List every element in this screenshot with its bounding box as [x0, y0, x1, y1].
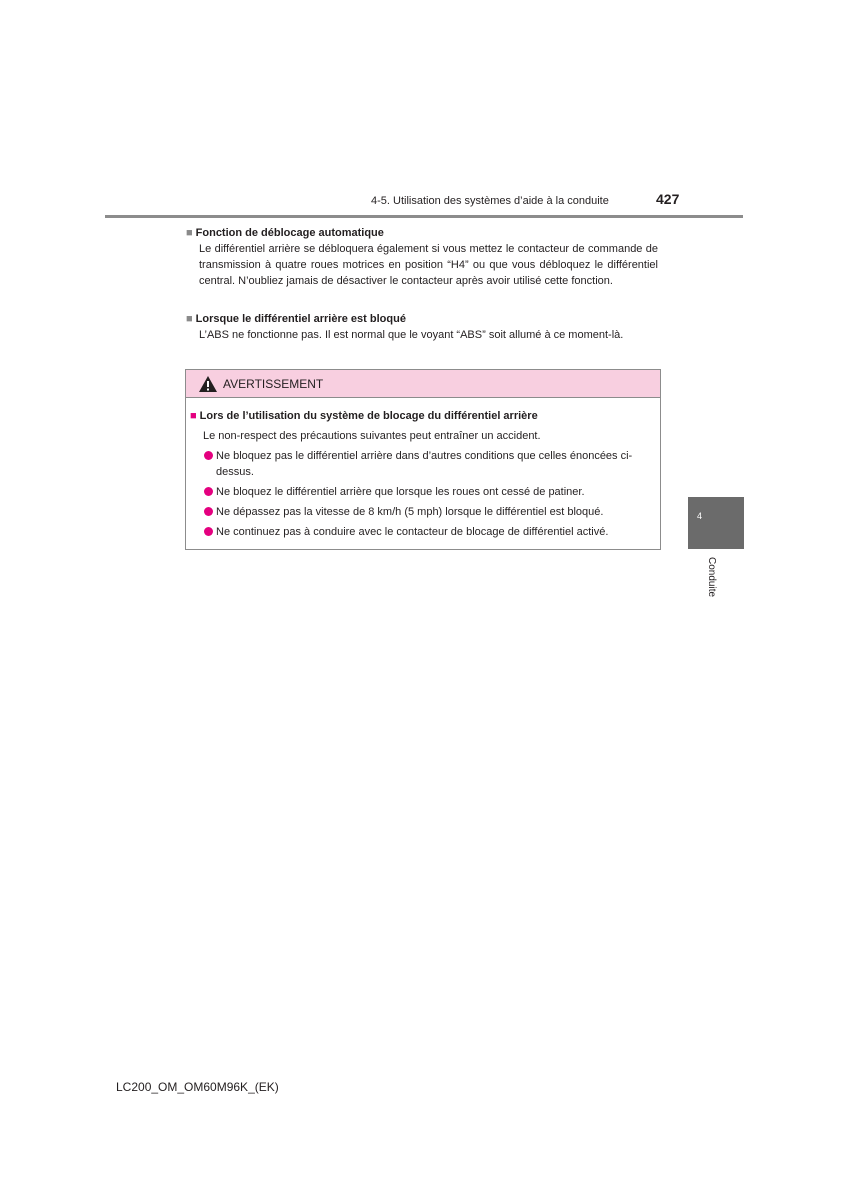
- bullet-dot-icon: [204, 527, 213, 536]
- list-item: [203, 504, 654, 520]
- list-item-text: Ne bloquez pas le différentiel arrière dans d’autres conditions que celles énoncées ci-dessus.: [216, 450, 633, 478]
- section-body: Le différentiel arrière se débloquera également si vous mettez le contacteur de commande de transmission à quatre roues motrices en position “H4” ou que vous débloquez le différentiel central. N’oubliez jamais de désactiver le contacteur après avoir utilisé cette fonction.: [199, 243, 658, 287]
- section-body: L’ABS ne fonctionne pas. Il est normal que le voyant “ABS” soit allumé à ce moment-là.: [199, 329, 624, 341]
- list-item: [203, 448, 654, 480]
- section-auto-unlock: [186, 225, 658, 289]
- warning-heading: [190, 408, 654, 424]
- chapter-tab-label: Conduite: [706, 557, 717, 598]
- section-heading-text: Fonction de déblocage automatique: [195, 227, 384, 239]
- list-item-text: Ne continuez pas à conduire avec le contacteur de blocage de différentiel activé.: [216, 526, 609, 538]
- chapter-tab[interactable]: [688, 497, 744, 549]
- list-item: [203, 484, 654, 500]
- header-divider: [105, 215, 743, 218]
- warning-bullet-list: [203, 448, 654, 540]
- square-marker-icon: ■: [186, 227, 193, 239]
- square-marker-icon: ■: [186, 313, 193, 325]
- warning-triangle-icon: [198, 375, 218, 393]
- warning-content: [186, 398, 660, 540]
- warning-title: AVERTISSEMENT: [223, 377, 324, 391]
- header-section-title: 4-5. Utilisation des systèmes d’aide à la conduite: [371, 195, 609, 207]
- bullet-dot-icon: [204, 451, 213, 460]
- chapter-tab-number: 4: [697, 511, 703, 521]
- warning-header: [186, 370, 660, 398]
- list-item: [203, 524, 654, 540]
- warning-heading-text: Lors de l’utilisation du système de blocage du différentiel arrière: [199, 410, 538, 422]
- list-item-text: Ne bloquez le différentiel arrière que lorsque les roues ont cessé de patiner.: [216, 486, 585, 498]
- section-heading-text: Lorsque le différentiel arrière est bloqué: [195, 313, 406, 325]
- page-number: 427: [656, 191, 680, 207]
- section-heading: [186, 225, 658, 241]
- footer-document-code: LC200_OM_OM60M96K_(EK): [116, 1080, 279, 1094]
- bullet-dot-icon: [204, 507, 213, 516]
- bullet-dot-icon: [204, 487, 213, 496]
- square-marker-icon: ■: [190, 410, 197, 422]
- list-item-text: Ne dépassez pas la vitesse de 8 km/h (5 mph) lorsque le différentiel est bloqué.: [216, 506, 604, 518]
- section-locked: [186, 311, 658, 343]
- warning-box: [185, 369, 661, 550]
- warning-intro: Le non-respect des précautions suivantes peut entraîner un accident.: [203, 430, 541, 442]
- section-heading: [186, 311, 658, 327]
